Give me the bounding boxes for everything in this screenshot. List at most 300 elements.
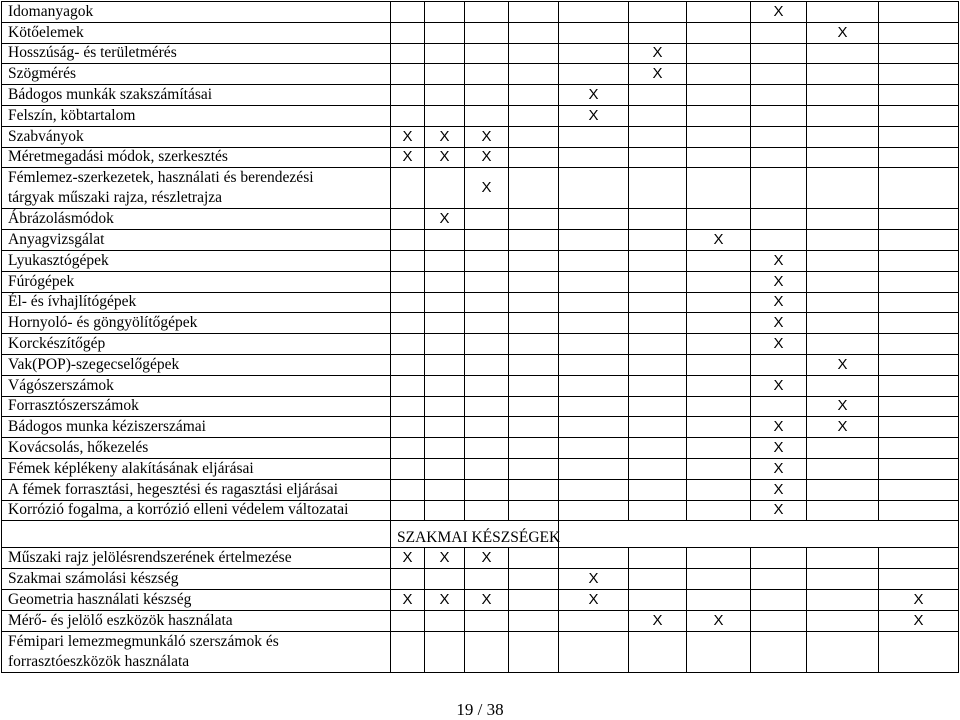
mark-cell <box>509 396 559 417</box>
mark-cell <box>879 548 959 569</box>
mark-cell <box>509 43 559 64</box>
mark-cell <box>465 209 509 230</box>
mark-cell: X <box>391 126 425 147</box>
mark-cell <box>807 313 879 334</box>
mark-cell <box>629 292 687 313</box>
table-row <box>2 271 959 292</box>
mark-cell <box>751 631 807 672</box>
row-label: Kovácsolás, hőkezelés <box>2 438 391 459</box>
mark-cell <box>879 375 959 396</box>
mark-cell <box>629 458 687 479</box>
mark-cell <box>807 500 879 521</box>
mark-cell <box>425 271 465 292</box>
row-label: Bádogos munkák szakszámításai <box>2 85 391 106</box>
table-row <box>2 43 959 64</box>
table-row <box>2 147 959 168</box>
mark-cell <box>425 569 465 590</box>
mark-cell <box>687 569 751 590</box>
mark-cell <box>687 147 751 168</box>
mark-cell <box>687 271 751 292</box>
mark-cell <box>879 354 959 375</box>
mark-cell <box>629 168 687 209</box>
mark-cell <box>509 458 559 479</box>
row-label: Műszaki rajz jelölésrendszerének értelmezése <box>2 548 391 569</box>
mark-cell <box>559 147 629 168</box>
mark-cell <box>509 610 559 631</box>
mark-cell <box>465 458 509 479</box>
mark-cell <box>687 85 751 106</box>
mark-cell <box>629 209 687 230</box>
mark-cell <box>879 631 959 672</box>
mark-cell <box>425 250 465 271</box>
mark-cell <box>687 479 751 500</box>
mark-cell <box>879 417 959 438</box>
mark-cell <box>687 375 751 396</box>
mark-cell <box>687 105 751 126</box>
mark-cell <box>391 64 425 85</box>
mark-cell <box>391 168 425 209</box>
mark-cell <box>465 631 509 672</box>
mark-cell <box>391 22 425 43</box>
mark-cell <box>879 230 959 251</box>
mark-cell <box>559 271 629 292</box>
row-label: Felszín, köbtartalom <box>2 105 391 126</box>
mark-cell <box>391 479 425 500</box>
mark-cell <box>559 458 629 479</box>
mark-cell <box>425 396 465 417</box>
mark-cell <box>687 500 751 521</box>
mark-cell <box>465 292 509 313</box>
mark-cell <box>807 631 879 672</box>
row-label: Méretmegadási módok, szerkesztés <box>2 147 391 168</box>
mark-cell <box>425 64 465 85</box>
mark-cell <box>629 417 687 438</box>
mark-cell <box>751 168 807 209</box>
mark-cell <box>391 417 425 438</box>
mark-cell <box>391 271 425 292</box>
table-row <box>2 64 959 85</box>
table-row <box>2 500 959 521</box>
mark-cell <box>687 548 751 569</box>
mark-cell <box>559 64 629 85</box>
mark-cell <box>807 64 879 85</box>
mark-cell: X <box>425 147 465 168</box>
row-label-line: Fémlemez-szerkezetek, használati és berendezési <box>8 169 314 187</box>
mark-cell <box>807 230 879 251</box>
mark-cell <box>629 250 687 271</box>
mark-cell <box>879 22 959 43</box>
mark-cell: X <box>751 479 807 500</box>
row-label: Hornyoló- és göngyölítőgépek <box>2 313 391 334</box>
mark-cell <box>629 22 687 43</box>
mark-cell: X <box>807 22 879 43</box>
mark-cell: X <box>751 313 807 334</box>
mark-cell <box>559 354 629 375</box>
mark-cell <box>879 479 959 500</box>
mark-cell <box>559 500 629 521</box>
mark-cell <box>465 500 509 521</box>
mark-cell <box>559 396 629 417</box>
mark-cell <box>559 417 629 438</box>
mark-cell <box>465 64 509 85</box>
mark-cell <box>559 631 629 672</box>
table-row <box>2 292 959 313</box>
mark-cell <box>879 250 959 271</box>
row-label: Korckészítőgép <box>2 334 391 355</box>
row-label-line: Fémipari lemezmegmunkáló szerszámok és <box>8 632 279 650</box>
mark-cell <box>629 631 687 672</box>
mark-cell <box>509 313 559 334</box>
mark-cell <box>559 334 629 355</box>
mark-cell: X <box>465 168 509 209</box>
mark-cell <box>465 250 509 271</box>
mark-cell <box>559 292 629 313</box>
row-label: Él- és ívhajlítógépek <box>2 292 391 313</box>
mark-cell <box>879 85 959 106</box>
mark-cell <box>751 354 807 375</box>
mark-cell <box>751 230 807 251</box>
table-row <box>2 334 959 355</box>
mark-cell <box>509 292 559 313</box>
table-row <box>2 313 959 334</box>
section-heading-spacer <box>559 521 959 548</box>
mark-cell <box>509 250 559 271</box>
mark-cell <box>629 2 687 23</box>
mark-cell: X <box>751 500 807 521</box>
mark-cell <box>879 292 959 313</box>
mark-cell <box>807 569 879 590</box>
mark-cell: X <box>751 458 807 479</box>
row-label: Vágószerszámok <box>2 375 391 396</box>
mark-cell <box>391 2 425 23</box>
mark-cell <box>807 85 879 106</box>
row-label-line: tárgyak műszaki rajza, részletrajza <box>8 189 223 207</box>
mark-cell <box>687 631 751 672</box>
mark-cell <box>629 105 687 126</box>
mark-cell <box>807 43 879 64</box>
table-row <box>2 2 959 23</box>
mark-cell <box>879 313 959 334</box>
mark-cell <box>629 438 687 459</box>
table-row <box>2 250 959 271</box>
table-row <box>2 85 959 106</box>
mark-cell <box>559 548 629 569</box>
mark-cell <box>465 569 509 590</box>
mark-cell <box>425 375 465 396</box>
mark-cell <box>751 147 807 168</box>
mark-cell <box>391 313 425 334</box>
mark-cell <box>807 2 879 23</box>
mark-cell <box>807 147 879 168</box>
row-label: A fémek forrasztási, hegesztési és ragasztási eljárásai <box>2 479 391 500</box>
row-label: Bádogos munka kéziszerszámai <box>2 417 391 438</box>
mark-cell <box>879 126 959 147</box>
table-row <box>2 105 959 126</box>
mark-cell <box>509 375 559 396</box>
mark-cell <box>425 438 465 459</box>
row-label: Szögmérés <box>2 64 391 85</box>
mark-cell <box>687 43 751 64</box>
mark-cell <box>751 43 807 64</box>
mark-cell <box>391 334 425 355</box>
mark-cell <box>807 209 879 230</box>
mark-cell <box>391 85 425 106</box>
row-label-line: forrasztóeszközök használata <box>8 652 190 670</box>
table-row <box>2 417 959 438</box>
mark-cell <box>807 375 879 396</box>
mark-cell: X <box>465 589 509 610</box>
mark-cell: X <box>879 589 959 610</box>
mark-cell <box>425 168 465 209</box>
mark-cell <box>391 354 425 375</box>
mark-cell <box>391 230 425 251</box>
mark-cell <box>751 105 807 126</box>
mark-cell <box>509 500 559 521</box>
mark-cell <box>687 22 751 43</box>
table-row <box>2 354 959 375</box>
mark-cell <box>509 64 559 85</box>
mark-cell <box>629 569 687 590</box>
mark-cell <box>751 209 807 230</box>
mark-cell <box>687 64 751 85</box>
mark-cell <box>629 85 687 106</box>
mark-cell <box>425 417 465 438</box>
mark-cell <box>879 334 959 355</box>
mark-cell <box>509 22 559 43</box>
mark-cell <box>425 500 465 521</box>
mark-cell <box>751 569 807 590</box>
table-row <box>2 168 959 209</box>
mark-cell <box>629 479 687 500</box>
mark-cell <box>559 479 629 500</box>
mark-cell <box>807 548 879 569</box>
mark-cell: X <box>391 548 425 569</box>
mark-cell <box>687 313 751 334</box>
mark-cell <box>559 375 629 396</box>
mark-cell <box>465 105 509 126</box>
row-label: Fúrógépek <box>2 271 391 292</box>
mark-cell <box>879 105 959 126</box>
mark-cell <box>879 168 959 209</box>
mark-cell <box>509 589 559 610</box>
mark-cell <box>509 230 559 251</box>
mark-cell <box>509 209 559 230</box>
curriculum-matrix-table <box>1 1 959 673</box>
mark-cell <box>559 126 629 147</box>
mark-cell: X <box>751 375 807 396</box>
table-row <box>2 458 959 479</box>
mark-cell <box>629 500 687 521</box>
mark-cell <box>391 396 425 417</box>
mark-cell <box>751 396 807 417</box>
table-row <box>2 209 959 230</box>
mark-cell <box>629 147 687 168</box>
mark-cell: X <box>807 396 879 417</box>
mark-cell <box>425 43 465 64</box>
mark-cell: X <box>687 610 751 631</box>
mark-cell <box>559 250 629 271</box>
mark-cell <box>629 334 687 355</box>
mark-cell <box>807 168 879 209</box>
mark-cell <box>687 2 751 23</box>
table-row <box>2 589 959 610</box>
row-label: Korrózió fogalma, a korrózió elleni védelem változatai <box>2 500 391 521</box>
mark-cell: X <box>751 334 807 355</box>
table-row <box>2 610 959 631</box>
mark-cell <box>391 569 425 590</box>
mark-cell <box>509 168 559 209</box>
mark-cell: X <box>751 438 807 459</box>
mark-cell <box>879 147 959 168</box>
row-label: Forrasztószerszámok <box>2 396 391 417</box>
mark-cell <box>465 375 509 396</box>
mark-cell <box>509 354 559 375</box>
mark-cell: X <box>465 548 509 569</box>
row-label: Mérő- és jelölő eszközök használata <box>2 610 391 631</box>
mark-cell <box>559 313 629 334</box>
mark-cell <box>391 209 425 230</box>
mark-cell <box>629 548 687 569</box>
mark-cell <box>629 396 687 417</box>
mark-cell: X <box>629 43 687 64</box>
section-heading: SZAKMAI KÉSZSÉGEK <box>391 521 559 548</box>
mark-cell <box>807 334 879 355</box>
row-label: Ábrázolásmódok <box>2 209 391 230</box>
mark-cell <box>879 64 959 85</box>
mark-cell <box>879 43 959 64</box>
mark-cell <box>629 271 687 292</box>
mark-cell <box>807 438 879 459</box>
mark-cell <box>465 610 509 631</box>
mark-cell <box>751 589 807 610</box>
mark-cell <box>465 438 509 459</box>
mark-cell: X <box>687 230 751 251</box>
mark-cell <box>807 458 879 479</box>
mark-cell <box>751 548 807 569</box>
mark-cell <box>687 209 751 230</box>
mark-cell <box>465 479 509 500</box>
mark-cell <box>509 105 559 126</box>
mark-cell <box>391 105 425 126</box>
mark-cell <box>879 438 959 459</box>
mark-cell: X <box>465 147 509 168</box>
mark-cell <box>807 250 879 271</box>
mark-cell: X <box>391 147 425 168</box>
mark-cell: X <box>629 64 687 85</box>
page-number: 19 / 38 <box>456 700 504 719</box>
mark-cell <box>751 126 807 147</box>
mark-cell <box>687 438 751 459</box>
mark-cell: X <box>629 610 687 631</box>
mark-cell: X <box>559 569 629 590</box>
mark-cell <box>465 354 509 375</box>
mark-cell <box>879 2 959 23</box>
mark-cell <box>751 22 807 43</box>
mark-cell <box>465 43 509 64</box>
knowledge-rows <box>2 2 959 521</box>
row-label: Hosszúság- és területmérés <box>2 43 391 64</box>
mark-cell <box>391 631 425 672</box>
mark-cell <box>509 147 559 168</box>
mark-cell <box>391 250 425 271</box>
mark-cell <box>879 569 959 590</box>
mark-cell <box>807 271 879 292</box>
table-row <box>2 631 959 672</box>
mark-cell <box>509 334 559 355</box>
row-label: Fémek képlékeny alakításának eljárásai <box>2 458 391 479</box>
mark-cell <box>629 354 687 375</box>
mark-cell <box>687 458 751 479</box>
mark-cell <box>391 458 425 479</box>
mark-cell <box>807 479 879 500</box>
mark-cell <box>629 313 687 334</box>
mark-cell <box>559 209 629 230</box>
row-label <box>2 631 391 672</box>
mark-cell: X <box>751 271 807 292</box>
mark-cell: X <box>751 2 807 23</box>
mark-cell <box>425 313 465 334</box>
section-heading-label-cell <box>2 521 391 548</box>
table-row <box>2 569 959 590</box>
mark-cell <box>465 417 509 438</box>
skill-rows <box>2 548 959 672</box>
table-row <box>2 375 959 396</box>
mark-cell <box>465 334 509 355</box>
mark-cell: X <box>807 354 879 375</box>
row-label: Anyagvizsgálat <box>2 230 391 251</box>
mark-cell <box>425 458 465 479</box>
mark-cell <box>465 230 509 251</box>
mark-cell <box>391 500 425 521</box>
mark-cell: X <box>425 548 465 569</box>
mark-cell <box>425 610 465 631</box>
mark-cell <box>391 610 425 631</box>
row-label: Idomanyagok <box>2 2 391 23</box>
mark-cell <box>465 396 509 417</box>
table-row <box>2 548 959 569</box>
mark-cell: X <box>559 105 629 126</box>
mark-cell: X <box>559 589 629 610</box>
mark-cell <box>425 479 465 500</box>
mark-cell <box>687 354 751 375</box>
mark-cell <box>687 396 751 417</box>
mark-cell <box>425 292 465 313</box>
mark-cell <box>879 500 959 521</box>
mark-cell <box>629 589 687 610</box>
mark-cell <box>465 313 509 334</box>
mark-cell <box>687 589 751 610</box>
mark-cell <box>425 230 465 251</box>
row-label: Vak(POP)-szegecselőgépek <box>2 354 391 375</box>
mark-cell <box>629 230 687 251</box>
row-label: Geometria használati készség <box>2 589 391 610</box>
mark-cell <box>879 458 959 479</box>
mark-cell: X <box>751 250 807 271</box>
mark-cell <box>879 271 959 292</box>
mark-cell <box>687 168 751 209</box>
mark-cell <box>509 631 559 672</box>
mark-cell <box>509 479 559 500</box>
mark-cell <box>509 271 559 292</box>
mark-cell: X <box>425 126 465 147</box>
mark-cell <box>751 610 807 631</box>
mark-cell <box>425 354 465 375</box>
table-row <box>2 438 959 459</box>
mark-cell <box>425 105 465 126</box>
mark-cell <box>509 569 559 590</box>
row-label: Szakmai számolási készség <box>2 569 391 590</box>
mark-cell: X <box>465 126 509 147</box>
